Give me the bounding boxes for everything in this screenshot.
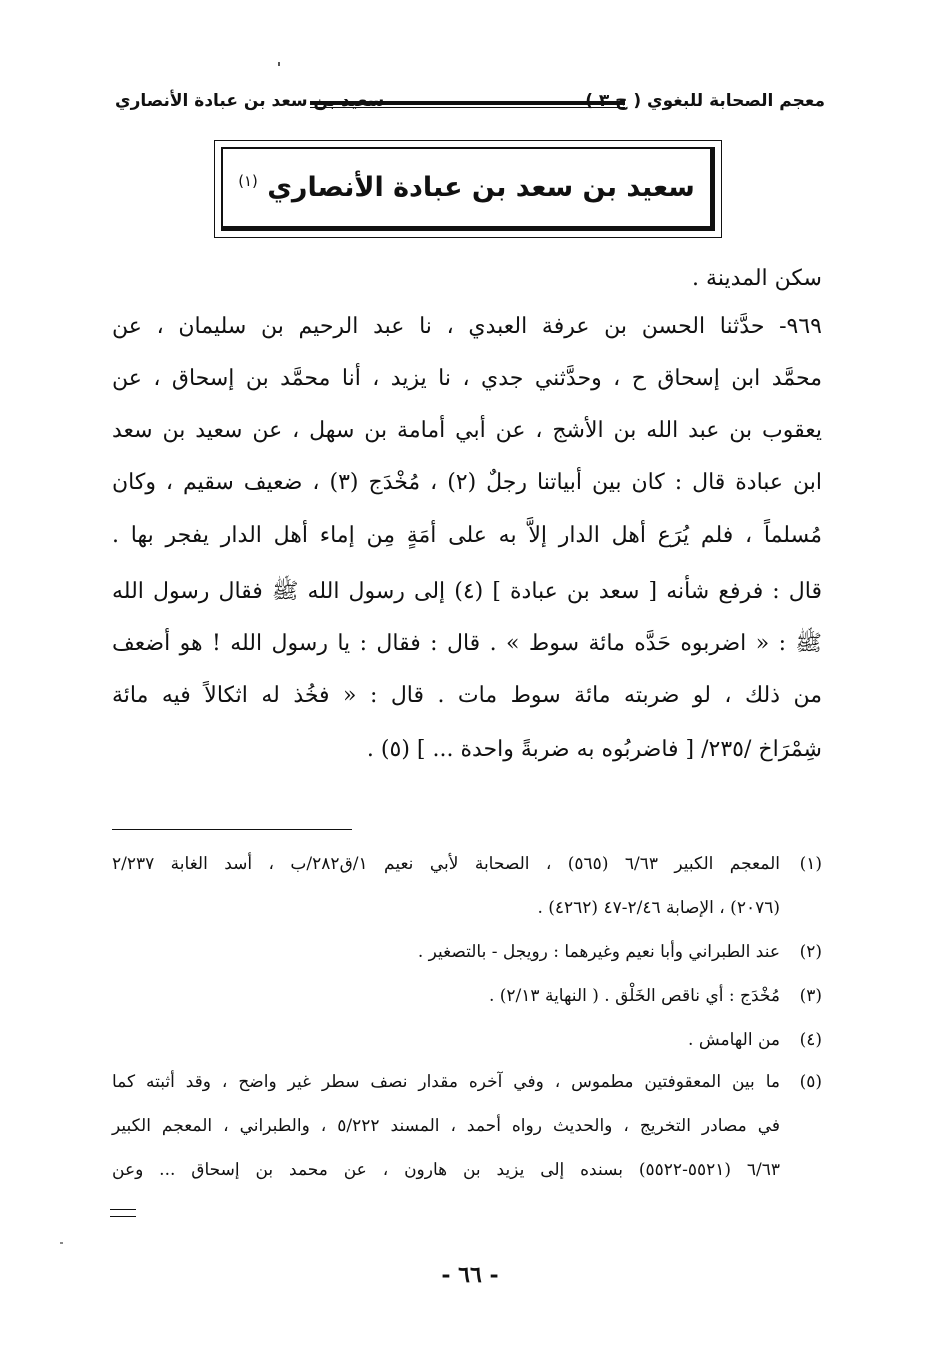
footnote-number: (١) xyxy=(799,854,822,874)
footnote-text: عند الطبراني وأبا نعيم وغيرهما : رويجل - بالتصغير . xyxy=(417,942,780,962)
body-line-2: ٩٦٩- حدَّثنا الحسن بن عرفة العبدي ، نا عبد الرحيم بن سليمان ، عن xyxy=(112,314,822,339)
body-line-1: سكن المدينة . xyxy=(692,266,822,291)
footnote-5-line-3: ٦/٦٣ (٥٥٢١-٥٥٢٢) بسنده إلى يزيد بن هارون ، عن محمد بن إسحاق ... وعن xyxy=(112,1160,780,1180)
scan-speck xyxy=(278,62,280,66)
footnote-1-line-2: (٢٠٧٦) ، الإصابة ٢/٤٦-٤٧ (٤٢٦٢) . xyxy=(537,898,780,918)
body-line-10: شِمْرَاخ /٢٣٥/ [ فاضربُوه به ضربةً واحدة ... ] (٥) . xyxy=(366,737,822,762)
entry-title-text: سعيد بن سعد بن عبادة الأنصاري xyxy=(267,172,695,203)
running-header-book-title: معجم الصحابة للبغوي ( ج ٣ ) xyxy=(585,91,825,111)
footnote-ref-1: (١) xyxy=(238,172,258,190)
body-line-8: ﷺ : « اضربوه حَدَّه مائة سوط » . قال : فقال : يا رسول الله ! هو أضعف xyxy=(112,631,822,656)
footnote-number: (٥) xyxy=(799,1072,822,1092)
body-line-7: قال : فرفع شأنه [ سعد بن عبادة ] (٤) إلى رسول الله ﷺ فقال رسول الله xyxy=(112,579,822,604)
body-line-3: محمَّد ابن إسحاق ح ، وحدَّثني جدي ، نا يزيد ، أنا محمَّد بن إسحاق ، عن xyxy=(112,366,822,391)
entry-title-box xyxy=(214,140,722,238)
footnote-number: (٣) xyxy=(799,986,822,1006)
footnote-2 xyxy=(112,939,822,965)
entry-title xyxy=(238,172,695,203)
footnote-3 xyxy=(112,983,822,1009)
footnote-5-line-1 xyxy=(112,1069,822,1095)
footnote-number: (٤) xyxy=(799,1030,822,1050)
footnote-1-line-1 xyxy=(112,851,822,877)
footnote-5-line-2: في مصادر التخريج ، والحديث رواه أحمد ، المسند ٥/٢٢٢ ، والطبراني ، المعجم الكبير xyxy=(112,1116,781,1136)
footnote-4 xyxy=(112,1027,822,1053)
page-number: - ٦٦ - xyxy=(441,1262,499,1288)
body-line-9: من ذلك ، لو ضربته مائة سوط مات . قال : « فخُذ له اثكالاً فيه مائة xyxy=(112,683,822,708)
scan-speck xyxy=(60,1242,63,1244)
continuation-mark xyxy=(110,1209,136,1217)
footnote-text: من الهامش . xyxy=(688,1030,780,1050)
footnote-separator xyxy=(112,829,352,830)
footnote-text: المعجم الكبير ٦/٦٣ (٥٦٥) ، الصحابة لأبي نعيم ١/ق٢٨٢/ب ، أسد الغابة ٢/٢٣٧ xyxy=(112,854,780,874)
footnote-text: مُخْدَج : أي ناقص الخَلْق . ( النهاية ٢/١٣) . xyxy=(488,986,780,1006)
running-header-entry-name: سعيد بن سعد بن عبادة الأنصاري xyxy=(115,91,385,111)
body-line-4: يعقوب بن عبد الله بن الأشج ، عن أبي أمامة بن سهل ، عن سعيد بن سعد xyxy=(112,418,822,443)
entry-title-frame xyxy=(221,147,715,231)
body-line-6: مُسلماً ، فلم يُرَع أهل الدار إلاَّ به على أمَةٍ مِن إماء أهل الدار يفجر بها . xyxy=(112,523,822,548)
footnote-number: (٢) xyxy=(799,942,822,962)
body-line-5: ابن عبادة قال : كان بين أبياتنا رجلٌ (٢) ، مُخْدَج (٣) ، ضعيف سقيم ، وكان xyxy=(112,470,822,495)
footnote-text: ما بين المعقوفتين مطموس ، وفي آخره مقدار نصف سطر غير واضح ، وقد أثبته كما xyxy=(112,1072,780,1092)
